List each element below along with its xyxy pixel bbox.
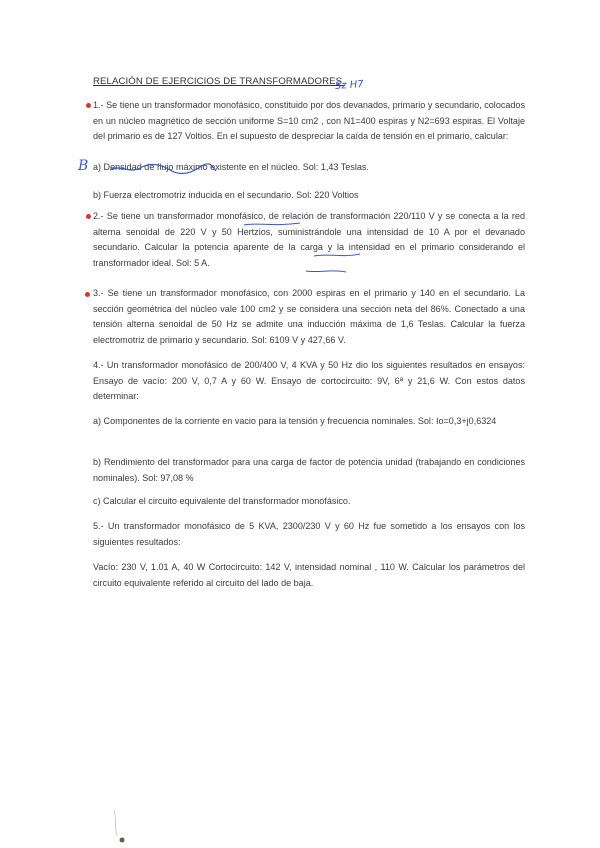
red-bullet-mark-1 — [86, 103, 91, 108]
exercise-1-part-a: a) Densidad de flujo máximo existente en el núcleo. Sol: 1,43 Teslas. — [93, 162, 369, 172]
handwritten-underline-3 — [304, 267, 348, 275]
exercise-2: 2.- Se tiene un transformador monofásico, de relación de transformación 220/110 V y se conecta a la red alterna senoidal de 220 V y 50 Hertzios, suministrándole una intensidad de 10 A por el devanado secundario. Calcular la potencia aparente de la carga y la intensidad en el primario considerando el transformador ideal. Sol: 5 A. — [93, 211, 525, 268]
handwritten-mark: B — [78, 158, 89, 174]
handwritten-note: 5z H7 — [334, 79, 365, 92]
exercise-1-statement: 1.- Se tiene un transformador monofásico, constituido por dos devanados, primario y secundario, colocados en un núcleo magnético de sección uniforme S=10 cm2 , con N1=400 espiras y N2=693 espiras. El Voltaje del primario es de 127 Voltios. En el supuesto de despreciar la caída de tensión en el primario, calcular: — [93, 100, 525, 142]
exercise-5-statement: 5.- Un transformador monofásico de 5 KVA, 2300/230 V y 60 Hz fue sometido a los ensayos con los siguientes resultados: — [93, 521, 525, 547]
red-bullet-mark-3 — [85, 292, 90, 297]
exercise-4-part-c: c) Calcular el circuito equivalente del transformador monofásico. — [93, 496, 351, 506]
handwritten-underline-1 — [242, 220, 302, 228]
handwritten-underline-2 — [312, 251, 362, 259]
handwritten-scribble — [108, 162, 218, 176]
exercise-4-statement: 4.- Un transformador monofásico de 200/400 V, 4 KVA y 50 Hz dio los siguientes resultados en ensayos: Ensayo de vacío: 200 V, 0,7 A y 60 W. Ensayo de cortocircuito: 9V, 6ª y 21,6 W. Con estos datos determinar: — [93, 360, 525, 402]
red-bullet-mark-2 — [86, 214, 91, 219]
exercise-5-data: Vacío: 230 V, 1.01 A, 40 W Cortocircuito: 142 V, intensidad nominal , 110 W. Calcular los parámetros del circuito equivalente referido al circuito del lado de baja. — [93, 562, 525, 588]
exercise-1-part-b: b) Fuerza electromotriz inducida en el secundario. Sol: 220 Voltios — [93, 190, 359, 200]
stray-pen-mark — [108, 808, 128, 848]
exercise-3: 3.- Se tiene un transformador monofásico, con 2000 espiras en el primario y 140 en el secundario. La sección geométrica del núcleo vale 100 cm2 y se considera una sección neta del 86%. Conectado a una tensión alterna senoidal de 50 Hz se admite una inducción máxima de 1,6 Teslas. Calcular la fuerza electromotriz de primario y secundario. Sol: 6109 V y 427,66 V. — [93, 288, 525, 345]
exercise-4-part-a: a) Componentes de la corriente en vacio para la tensión y frecuencia nominales. Sol: Io=0,3+j0,6324 — [93, 416, 497, 426]
document-title: RELACIÓN DE EJERCICIOS DE TRANSFORMADORES. — [93, 76, 345, 87]
exercise-4-part-b: b) Rendimiento del transformador para una carga de factor de potencia unidad (trabajando en condiciones nominales). Sol: 97,08 % — [93, 457, 525, 483]
